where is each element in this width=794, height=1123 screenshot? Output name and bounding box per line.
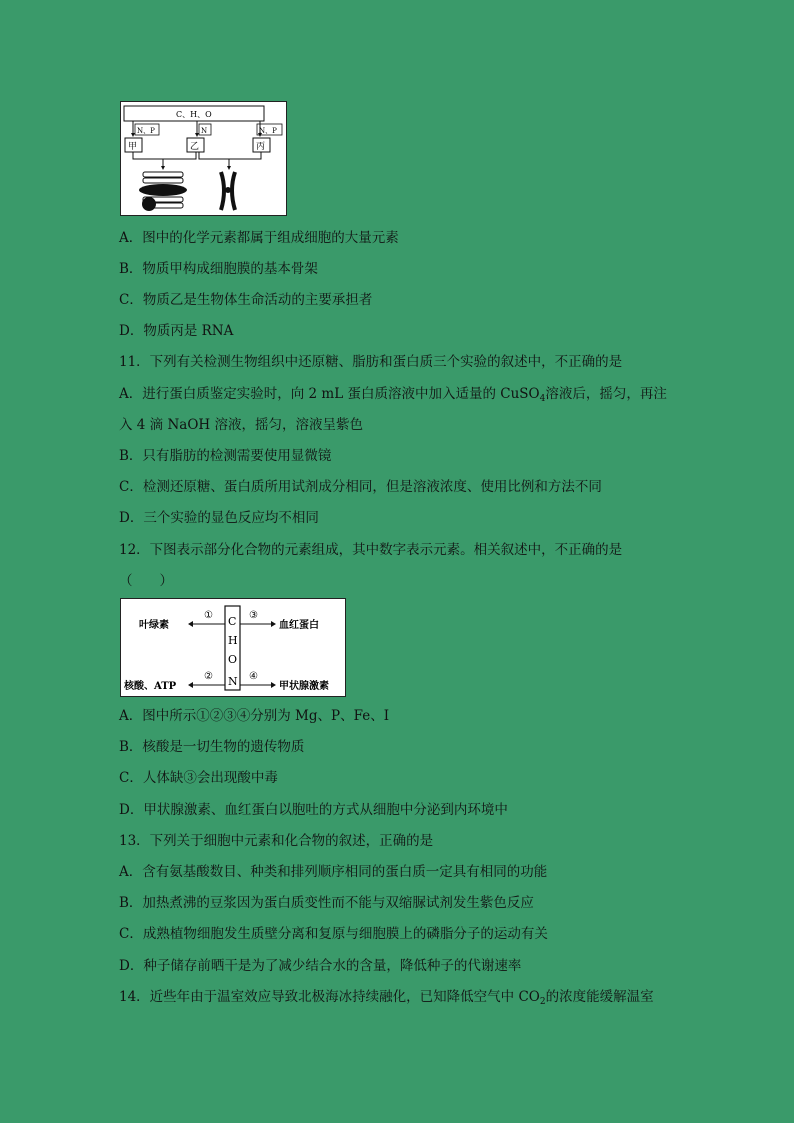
q13-option-c: C．成熟植物细胞发生质壁分离和复原与细胞膜上的磷脂分子的运动有关 xyxy=(119,926,548,942)
letter-c: C xyxy=(228,615,237,628)
q12-stem: 12．下图表示部分化合物的元素组成，其中数字表示元素。相关叙述中，不正确的是 xyxy=(119,542,623,558)
label-nucleic-acid: 核酸、ATP xyxy=(124,681,177,692)
q10-option-c: C．物质乙是生物体生命活动的主要承担者 xyxy=(119,292,373,308)
figure-element-composition xyxy=(120,598,346,697)
box-jia: 甲 xyxy=(128,142,138,152)
q12-option-d: D．甲状腺激素、血红蛋白以胞吐的方式从细胞中分泌到内环境中 xyxy=(119,802,508,818)
figure2-diagram xyxy=(121,599,345,696)
branch-label-1: N、P xyxy=(137,127,155,135)
q11-option-a-line1: A．进行蛋白质鉴定实验时，向 2 mL 蛋白质溶液中加入适量的 CuSO$_4$溶液后，摇匀，再注 xyxy=(119,386,667,404)
box-yi: 乙 xyxy=(190,142,200,152)
q13-option-a: A．含有氨基酸数目、种类和排列顺序相同的蛋白质一定具有相同的功能 xyxy=(119,864,548,880)
figure1-diagram xyxy=(121,102,286,215)
top-label: C、H、O xyxy=(176,110,212,119)
q13-option-b: B．加热煮沸的豆浆因为蛋白质变性而不能与双缩脲试剂发生紫色反应 xyxy=(119,895,534,911)
q11-option-b: B．只有脂肪的检测需要使用显微镜 xyxy=(119,448,332,464)
box-bing: 丙 xyxy=(256,142,266,152)
q11-stem: 11．下列有关检测生物组织中还原糖、脂肪和蛋白质三个实验的叙述中，不正确的是 xyxy=(119,354,623,370)
letter-o: O xyxy=(228,653,238,666)
letter-n: N xyxy=(228,675,238,688)
q13-stem: 13．下列关于细胞中元素和化合物的叙述，正确的是 xyxy=(119,833,434,849)
q12-option-b: B．核酸是一切生物的遗传物质 xyxy=(119,739,305,755)
num-3: ③ xyxy=(249,610,258,621)
q14-stem: 14．近些年由于温室效应导致北极海冰持续融化，已知降低空气中 $CO_2$的浓度能缓解温室 xyxy=(119,989,654,1007)
num-4: ④ xyxy=(249,671,258,682)
num-2: ② xyxy=(204,671,213,682)
letter-h: H xyxy=(228,634,238,647)
q10-option-d: D．物质丙是 RNA xyxy=(119,323,234,339)
label-thyroxine: 甲状腺激素 xyxy=(279,681,329,692)
label-chlorophyll: 叶绿素 xyxy=(139,620,169,631)
q11-option-a-line2: 入 4 滴 NaOH 溶液，摇匀，溶液呈紫色 xyxy=(119,417,363,433)
figure-compound-elements xyxy=(120,101,287,216)
num-1: ① xyxy=(204,610,213,621)
q10-option-a: A．图中的化学元素都属于组成细胞的大量元素 xyxy=(119,230,399,246)
q13-option-d: D．种子储存前晒干是为了减少结合水的含量，降低种子的代谢速率 xyxy=(119,958,522,974)
q11-option-d: D．三个实验的显色反应均不相同 xyxy=(119,510,319,526)
label-hemoglobin: 血红蛋白 xyxy=(279,620,319,631)
q11-option-c: C．检测还原糖、蛋白质所用试剂成分相同，但是溶液浓度、使用比例和方法不同 xyxy=(119,479,602,495)
q12-option-a: A．图中所示①②③④分别为 Mg、P、Fe、I xyxy=(119,708,390,724)
q12-option-c: C．人体缺③会出现酸中毒 xyxy=(119,770,278,786)
membrane-icon xyxy=(139,172,187,211)
branch-label-3: N、P xyxy=(259,127,277,135)
branch-label-2: N xyxy=(201,127,208,135)
q12-paren: （ ） xyxy=(119,573,173,589)
q10-option-b: B．物质甲构成细胞膜的基本骨架 xyxy=(119,261,318,277)
chromosome-icon xyxy=(221,172,235,210)
